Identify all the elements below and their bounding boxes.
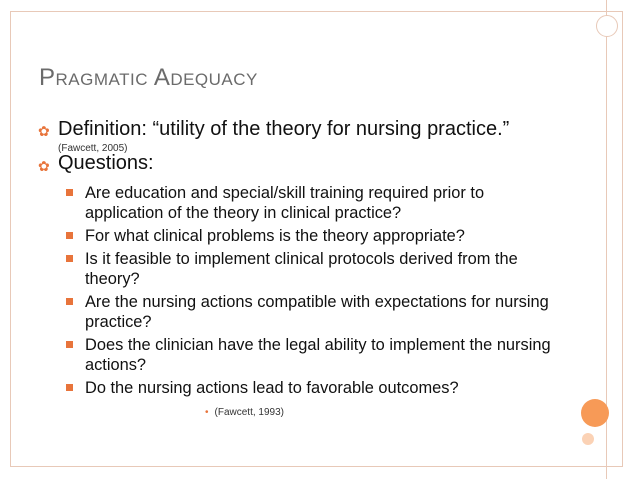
list-item <box>66 226 566 246</box>
list-item <box>66 335 566 375</box>
question-text: Is it feasible to implement clinical protocols derived from the theory? <box>85 250 518 288</box>
definition-citation: (Fawcett, 2005) <box>58 143 128 154</box>
square-bullet-icon <box>66 255 73 262</box>
decorative-circle-orange <box>581 399 609 427</box>
question-text: Are education and special/skill training required prior to application of the theory in clinical practice? <box>85 184 485 222</box>
question-text: For what clinical problems is the theory appropriate? <box>85 227 465 245</box>
question-text: Are the nursing actions compatible with expectations for nursing practice? <box>85 293 549 331</box>
definition-text: Definition: “utility of the theory for nursing practice.” <box>58 118 510 140</box>
slide-title: Pragmatic Adequacy <box>39 64 258 91</box>
decorative-circle-peach <box>582 433 594 445</box>
questions-heading: Questions: <box>58 152 154 174</box>
decorative-circle-top <box>596 15 618 37</box>
questions-list <box>66 183 566 401</box>
square-bullet-icon <box>66 232 73 239</box>
list-item <box>66 378 566 398</box>
list-item <box>66 249 566 289</box>
question-text: Does the clinician have the legal ability to implement the nursing actions? <box>85 336 551 374</box>
question-text: Do the nursing actions lead to favorable outcomes? <box>85 379 459 397</box>
square-bullet-icon <box>66 189 73 196</box>
list-item <box>66 183 566 223</box>
square-bullet-icon <box>66 384 73 391</box>
square-bullet-icon <box>66 298 73 305</box>
list-item <box>66 292 566 332</box>
fleuron-bullet-icon: ✿ <box>38 123 50 139</box>
square-bullet-icon <box>66 341 73 348</box>
final-citation-text: (Fawcett, 1993) <box>214 407 284 418</box>
fleuron-bullet-icon: ✿ <box>38 158 50 174</box>
final-citation <box>205 407 284 418</box>
dot-bullet-icon: • <box>205 407 209 418</box>
